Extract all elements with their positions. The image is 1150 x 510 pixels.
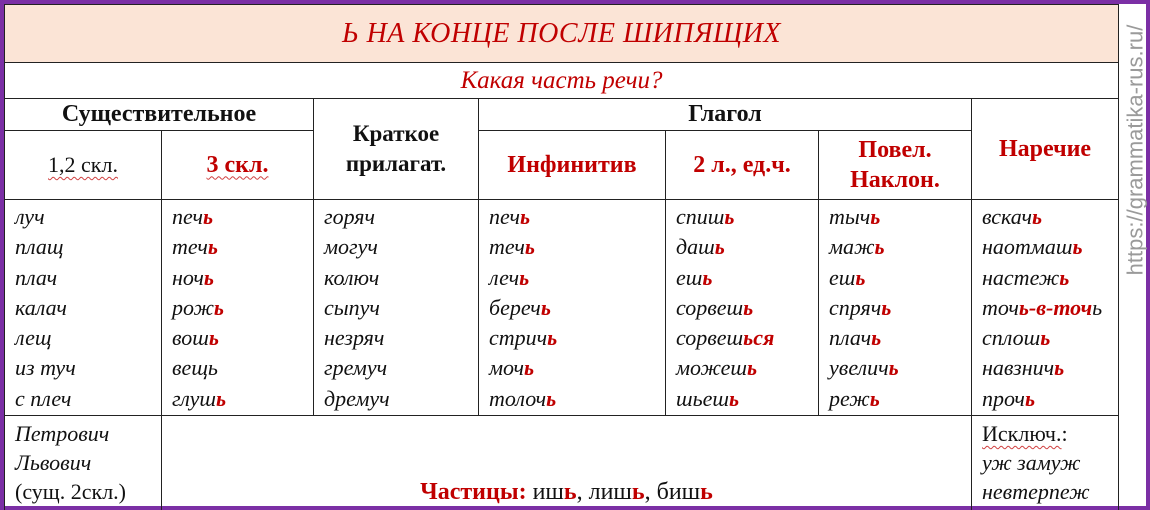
exception-item: невтерпеж <box>982 479 1090 504</box>
word-item <box>489 323 665 353</box>
word-stem: навзнич <box>982 355 1055 381</box>
word-stem: леч <box>489 264 520 290</box>
header-adverb: Наречие <box>972 99 1119 200</box>
word-item <box>172 232 313 262</box>
word-item <box>982 353 1118 383</box>
soft-sign: ь <box>1040 325 1051 351</box>
header-noun: Существительное <box>5 99 314 131</box>
word-item <box>676 353 818 383</box>
particles-list: ишь, лишь, бишь <box>532 479 713 505</box>
word-item <box>676 323 818 353</box>
header-second-person: 2 л., ед.ч. <box>666 131 819 200</box>
word-stem: толоч <box>489 385 547 411</box>
word-item <box>172 384 313 414</box>
soft-sign: ь <box>524 234 535 260</box>
word-stem: дремуч <box>324 385 390 411</box>
word-stem: лиш <box>588 479 632 505</box>
word-item <box>324 232 478 262</box>
word-stem: береч <box>489 294 541 320</box>
word-stem: калач <box>15 294 67 320</box>
word-item <box>172 323 313 353</box>
word-item <box>982 323 1118 353</box>
word-stem: сорвеш <box>676 325 744 351</box>
word-item <box>489 232 665 262</box>
word-stem: плащ <box>15 234 64 260</box>
word-stem: ноч <box>172 264 204 290</box>
word-stem: незряч <box>324 325 385 351</box>
word-item <box>982 293 1118 323</box>
word-stem: рож <box>172 294 214 320</box>
word-stem: лещ <box>15 325 52 351</box>
title-row <box>5 5 1119 63</box>
word-item <box>324 323 478 353</box>
word-stem: горяч <box>324 204 376 229</box>
question-row <box>5 63 1119 99</box>
word-stem: спиш <box>676 204 725 229</box>
word-stem: спряч <box>829 294 882 320</box>
name-item: Львович <box>15 450 92 475</box>
word-item <box>172 263 313 293</box>
word-stem: иш <box>532 479 564 505</box>
soft-sign: ь <box>519 204 531 229</box>
soft-sign: ь <box>523 355 535 381</box>
word-item <box>324 263 478 293</box>
header-noun-decl-12 <box>5 131 162 200</box>
word-item <box>676 263 818 293</box>
word-stem: сыпуч <box>324 294 380 320</box>
word-stem: печ <box>489 204 520 229</box>
word-stem: точ <box>982 294 1019 320</box>
soft-sign: ь <box>547 325 558 351</box>
word-item <box>172 353 313 383</box>
word-item <box>982 384 1118 414</box>
word-item <box>829 353 971 383</box>
word-stem: даш <box>676 234 715 260</box>
word-stem: могуч <box>324 234 378 260</box>
header-short-adj: Краткое прилагат. <box>314 99 479 200</box>
words-row <box>5 200 1119 416</box>
soft-sign: ь <box>714 234 725 260</box>
exceptions-cell <box>972 416 1119 510</box>
word-item <box>829 323 971 353</box>
soft-sign: ь <box>870 204 881 229</box>
word-stem: еш <box>829 264 856 290</box>
soft-sign: ь <box>1054 355 1065 381</box>
exceptions-label: Исключ. <box>982 421 1062 446</box>
soft-sign: ь <box>743 294 754 320</box>
soft-sign: ь <box>519 264 530 290</box>
word-item <box>829 293 971 323</box>
word-stem: плач <box>829 325 872 351</box>
soft-sign: ь <box>203 264 214 290</box>
word-stem: теч <box>489 234 525 260</box>
watermark-url: https://grammatika-rus.ru/ <box>1122 24 1148 276</box>
word-item <box>15 384 161 414</box>
word-item <box>15 353 161 383</box>
word-stem: еш <box>676 264 703 290</box>
word-item <box>676 202 818 232</box>
word-stem: ь <box>1092 294 1103 320</box>
word-stem: стрич <box>489 325 548 351</box>
header-row-2 <box>5 131 1119 200</box>
particles-cell <box>162 416 972 510</box>
soft-sign: ь <box>215 385 227 411</box>
soft-sign: ь <box>1024 385 1035 411</box>
word-stem: вещь <box>172 355 218 381</box>
word-item <box>829 263 971 293</box>
word-stem: тыч <box>829 204 871 229</box>
col-noun-decl-3 <box>162 200 314 416</box>
soft-sign: ь <box>871 325 882 351</box>
soft-sign: ь-в-точ <box>1018 294 1093 320</box>
word-item <box>324 353 478 383</box>
header-noun-decl-12-text: 1,2 скл. <box>48 152 118 177</box>
word-item <box>676 232 818 262</box>
soft-sign: ь <box>631 479 645 505</box>
word-stem: маж <box>829 234 875 260</box>
soft-sign: ь <box>869 385 880 411</box>
word-item <box>15 202 161 232</box>
word-item <box>829 232 971 262</box>
word-stem: вош <box>172 325 209 351</box>
word-item <box>982 202 1118 232</box>
word-stem: из туч <box>15 355 76 381</box>
word-item <box>676 293 818 323</box>
word-stem: можеш <box>676 355 748 381</box>
question-text: Какая часть речи? <box>5 63 1119 99</box>
names-cell <box>5 416 162 510</box>
soft-sign: ь <box>888 355 899 381</box>
table-title: Ь НА КОНЦЕ ПОСЛЕ ШИПЯЩИХ <box>5 5 1119 63</box>
soft-sign: ь <box>202 204 214 229</box>
word-stem: с плеч <box>15 385 72 411</box>
word-stem: печ <box>172 204 203 229</box>
particle-item <box>533 479 577 505</box>
word-stem: плач <box>15 264 58 290</box>
soft-sign: ь <box>855 264 866 290</box>
soft-sign: ь <box>208 325 219 351</box>
soft-sign: ь <box>1059 264 1070 290</box>
soft-sign: ь <box>207 234 218 260</box>
particles-label: Частицы: <box>420 479 527 505</box>
col-imperative <box>819 200 972 416</box>
word-stem: вскач <box>982 204 1032 229</box>
word-stem: колюч <box>324 264 380 290</box>
exception-item: уж замуж <box>982 450 1081 475</box>
word-stem: настеж <box>982 264 1060 290</box>
soft-sign: ь <box>540 294 551 320</box>
bottom-row <box>5 416 1119 510</box>
particle-item <box>589 479 645 505</box>
word-stem: луч <box>15 204 45 229</box>
word-item <box>324 202 478 232</box>
word-stem: сплош <box>982 325 1041 351</box>
word-stem: гремуч <box>324 355 388 381</box>
col-second-person <box>666 200 819 416</box>
soft-sign: ь <box>724 204 735 229</box>
word-stem: теч <box>172 234 208 260</box>
header-infinitive: Инфинитив <box>479 131 666 200</box>
word-item <box>982 263 1118 293</box>
name-item: Петрович <box>15 421 110 446</box>
word-stem: реж <box>829 385 870 411</box>
col-infinitive <box>479 200 666 416</box>
word-stem: проч <box>982 385 1025 411</box>
word-item <box>172 293 313 323</box>
name-note: (сущ. 2скл.) <box>15 479 126 504</box>
word-item <box>676 384 818 414</box>
word-item <box>15 323 161 353</box>
word-item <box>829 384 971 414</box>
soft-sign: ь <box>546 385 557 411</box>
soft-sign: ь <box>700 479 713 505</box>
word-item <box>324 384 478 414</box>
word-item <box>489 384 665 414</box>
word-stem: сорвеш <box>676 294 744 320</box>
soft-sign: ься <box>743 325 775 351</box>
word-item <box>172 202 313 232</box>
word-item <box>15 263 161 293</box>
word-stem: моч <box>489 355 524 381</box>
header-row-1 <box>5 99 1119 131</box>
header-noun-decl-3-text: 3 скл. <box>206 151 269 178</box>
word-item <box>489 293 665 323</box>
word-stem: шьеш <box>676 385 729 411</box>
soft-sign: ь <box>1072 234 1083 260</box>
soft-sign: ь <box>1031 204 1043 229</box>
word-stem: наотмаш <box>982 234 1073 260</box>
word-item <box>982 232 1118 262</box>
rules-table <box>4 4 1119 510</box>
word-item <box>829 202 971 232</box>
soft-sign: ь <box>729 385 740 411</box>
word-item <box>489 202 665 232</box>
col-adverb <box>972 200 1119 416</box>
word-stem: глуш <box>172 385 216 411</box>
word-item <box>489 263 665 293</box>
word-item <box>15 232 161 262</box>
soft-sign: ь <box>213 294 224 320</box>
exceptions-colon: : <box>1061 421 1068 446</box>
header-verb: Глагол <box>479 99 972 131</box>
particle-item <box>657 479 713 505</box>
soft-sign: ь <box>881 294 892 320</box>
word-stem: биш <box>656 479 701 505</box>
word-item <box>324 293 478 323</box>
word-stem: увелич <box>829 355 889 381</box>
soft-sign: ь <box>874 234 885 260</box>
soft-sign: ь <box>747 355 758 381</box>
header-imperative: Повел. Наклон. <box>819 131 972 200</box>
header-noun-decl-3 <box>162 131 314 200</box>
col-noun-decl-12 <box>5 200 162 416</box>
watermark <box>1122 0 1148 300</box>
word-item <box>489 353 665 383</box>
col-short-adj <box>314 200 479 416</box>
word-item <box>15 293 161 323</box>
soft-sign: ь <box>563 479 577 505</box>
soft-sign: ь <box>702 264 713 290</box>
